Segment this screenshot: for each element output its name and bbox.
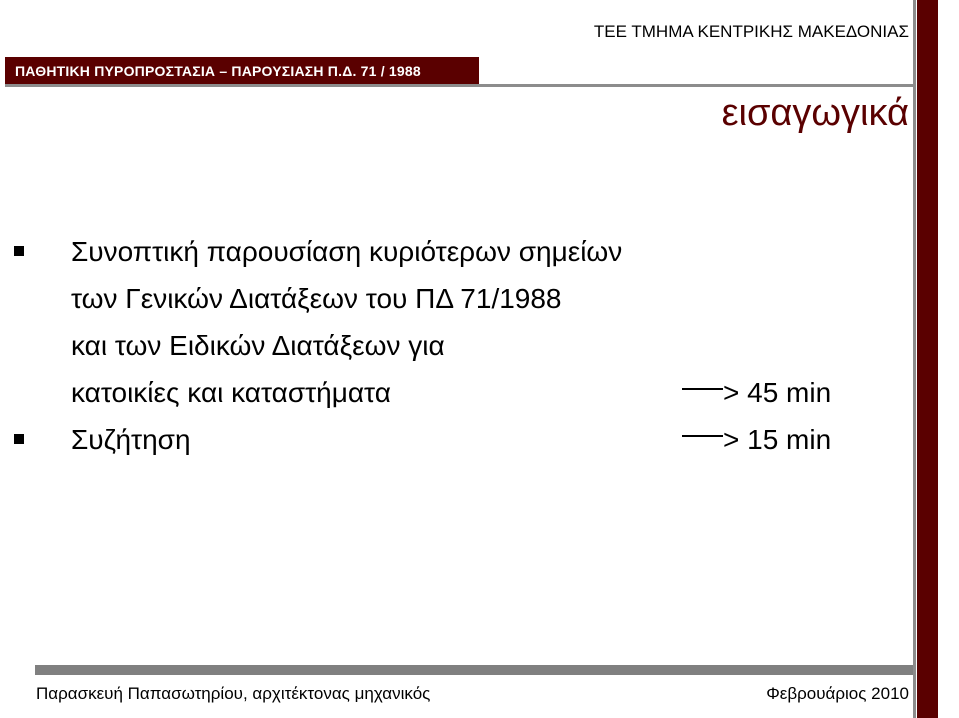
list-item-text: Συζήτηση: [71, 424, 191, 455]
list-item-continuation: [14, 369, 894, 416]
footer-author: Παρασκευή Παπασωτηρίου, αρχιτέκτονας μηχανικός: [36, 684, 431, 703]
organization-title: ΤΕΕ ΤΜΗΜΑ ΚΕΝΤΡΙΚΗΣ ΜΑΚΕΔΟΝΙΑΣ: [593, 22, 909, 41]
list-item-continuation: [14, 322, 894, 369]
arrow-line-icon: [682, 388, 723, 390]
list-item: [14, 416, 894, 463]
duration-text: > 15 min: [723, 424, 832, 455]
duration-text: > 45 min: [723, 377, 832, 408]
slide-title: εισαγωγικά: [721, 92, 909, 134]
list-item-text: και των Ειδικών Διατάξεων για: [71, 330, 445, 361]
right-bar-edge: [913, 0, 916, 718]
banner-underline: [479, 84, 913, 87]
bullet-square-icon: [14, 246, 24, 256]
list-item-continuation: [14, 275, 894, 322]
duration: [682, 416, 831, 463]
list-item: [14, 228, 894, 275]
duration: [682, 369, 831, 416]
banner-text: ΠΑΘΗΤΙΚΗ ΠΥΡΟΠΡΟΣΤΑΣΙΑ – ΠΑΡΟΥΣΙΑΣΗ Π.Δ. 71 / 1988: [15, 63, 421, 79]
footer-band: [35, 665, 913, 675]
list-item-text: των Γενικών Διατάξεων του ΠΔ 71/1988: [71, 283, 562, 314]
footer-date: Φεβρουάριος 2010: [766, 684, 909, 703]
right-decorative-bar: [917, 0, 938, 718]
arrow-line-icon: [682, 435, 723, 437]
bullet-list: [14, 228, 894, 463]
top-banner: [5, 57, 479, 87]
list-item-text: Συνοπτική παρουσίαση κυριότερων σημείων: [71, 236, 623, 267]
bullet-square-icon: [14, 434, 24, 444]
list-item-text: κατοικίες και καταστήματα: [71, 377, 391, 408]
